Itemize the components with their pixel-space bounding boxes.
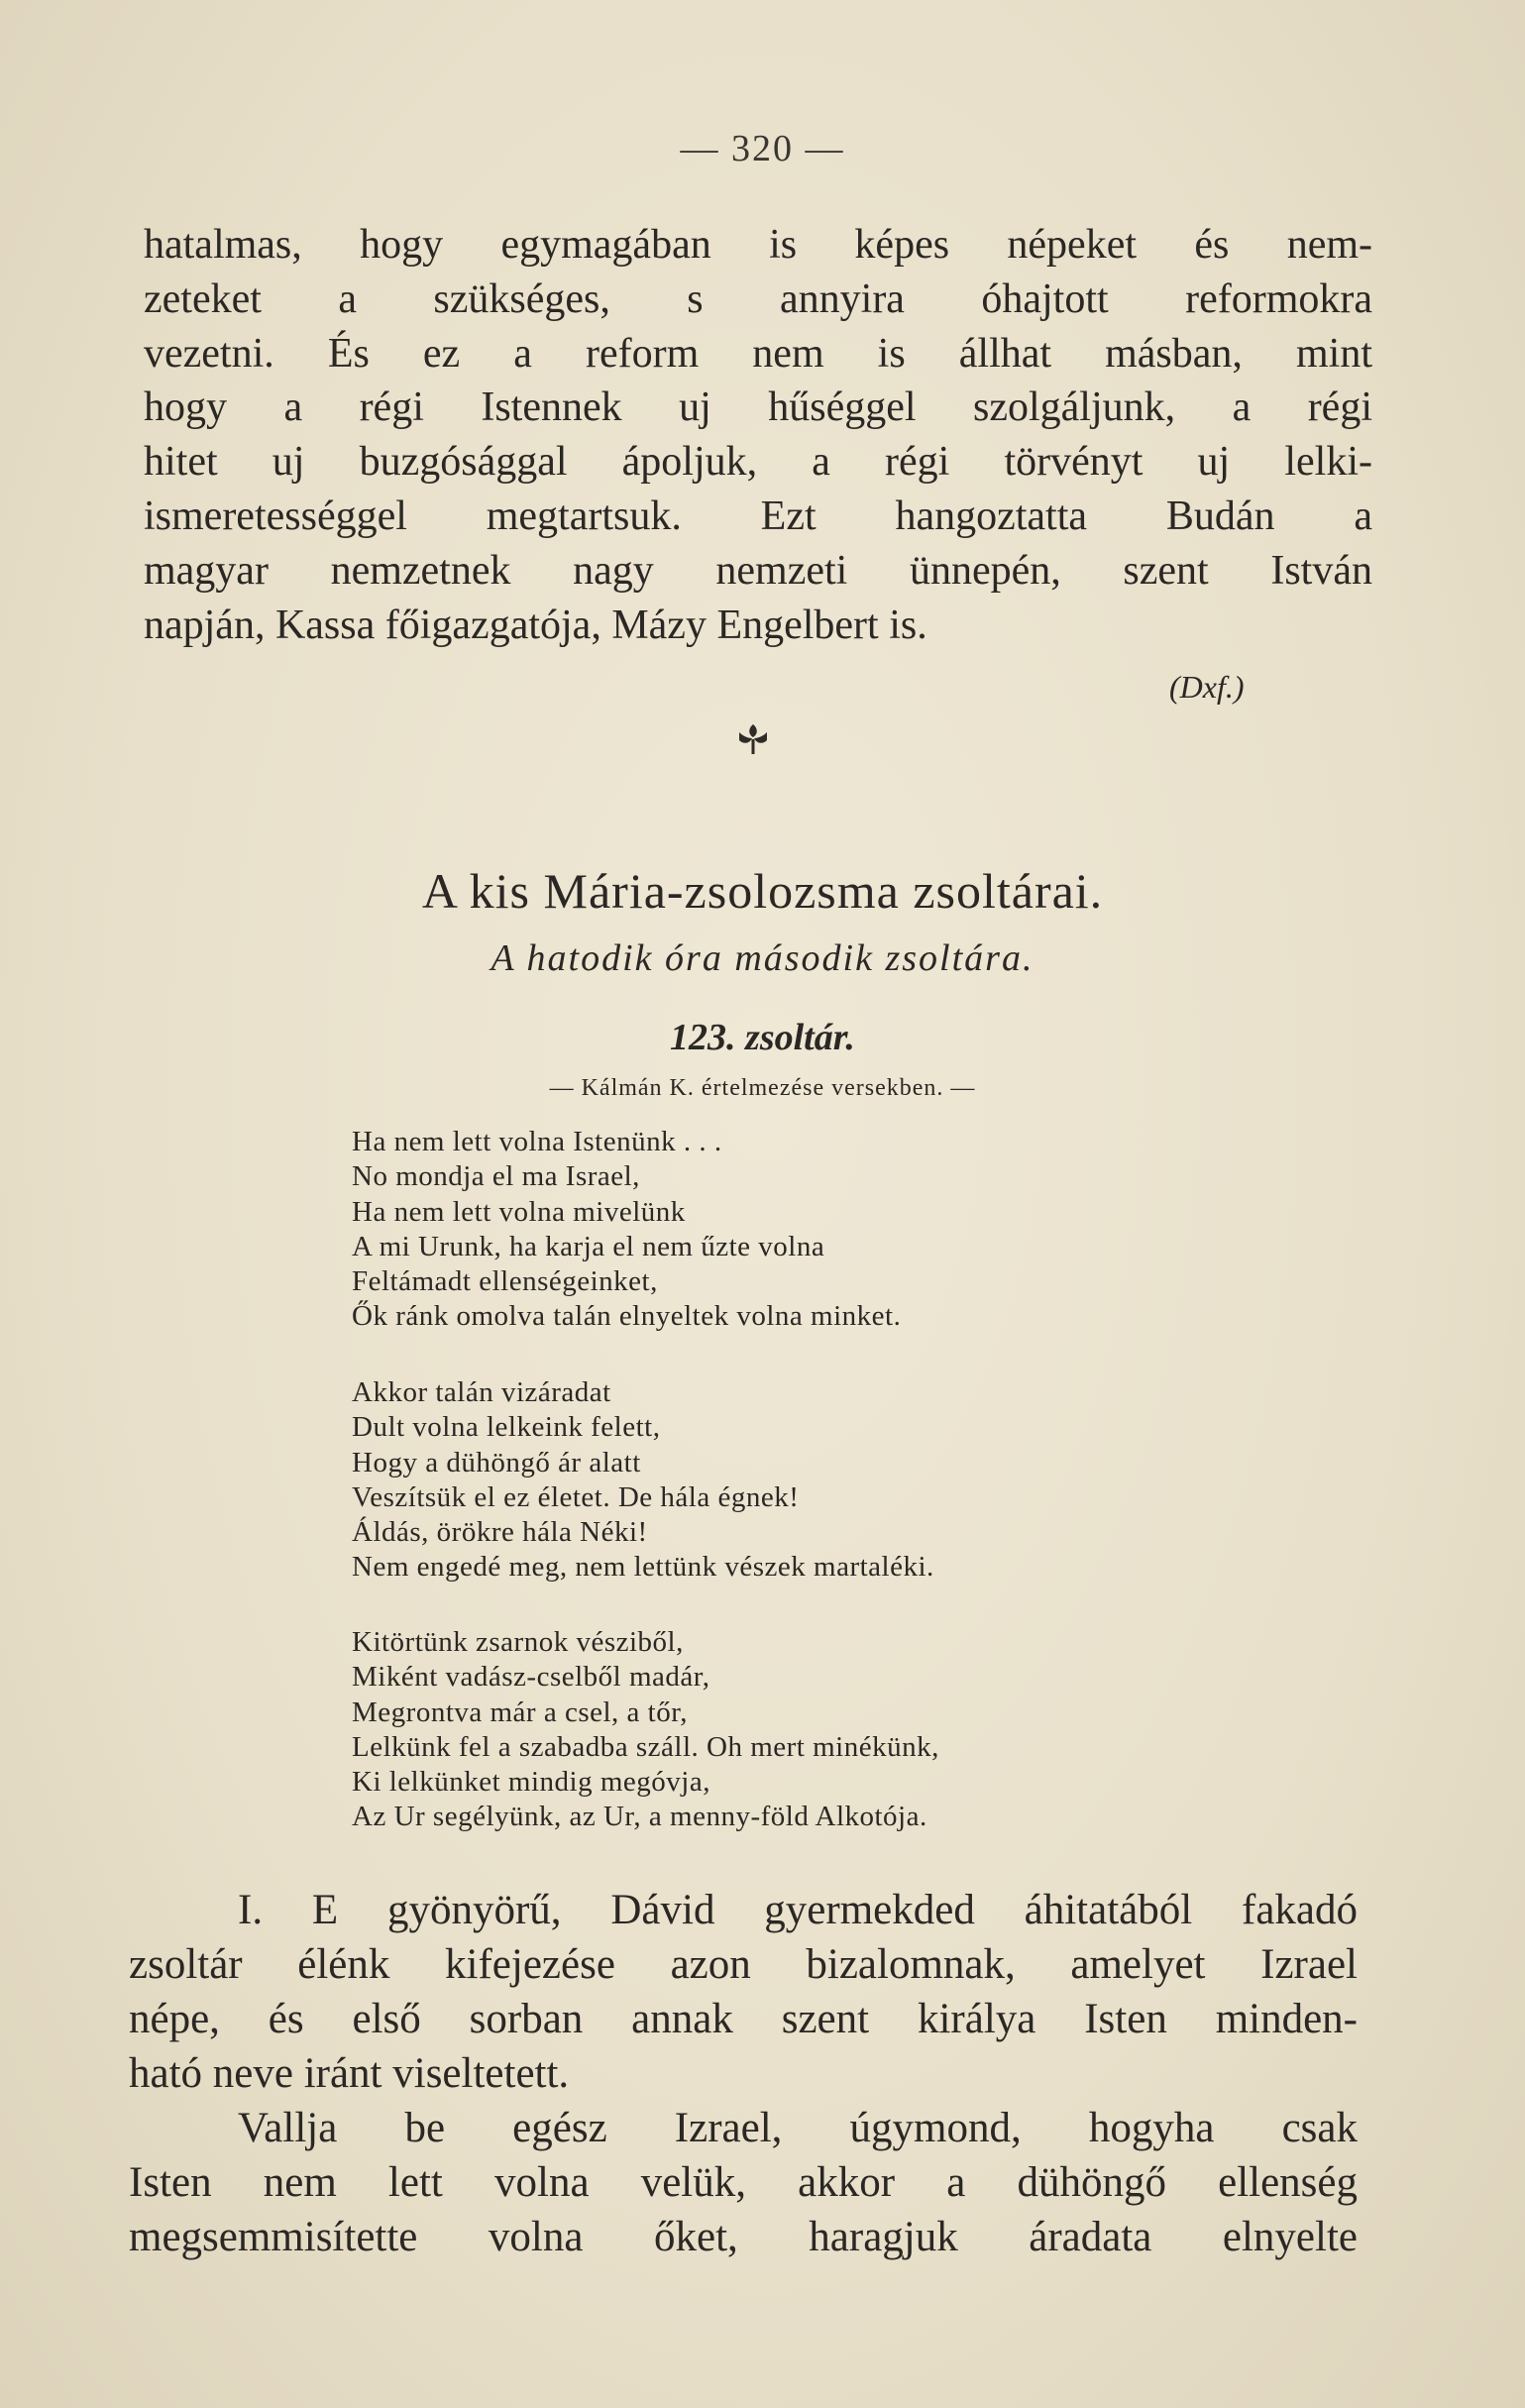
psalm-number: 123. zsoltár.	[670, 1017, 855, 1058]
text-line: hatalmas, hogy egymagában is képes népeket és nem-	[144, 222, 1372, 268]
stanza-2	[352, 1375, 1244, 1586]
verse-line: Veszítsük el ez életet. De hála égnek!	[352, 1480, 800, 1513]
page-number: — 320 —	[680, 128, 845, 169]
intro-paragraph	[144, 218, 1372, 652]
verse-line: Ha nem lett volna Istenünk . . .	[352, 1126, 722, 1157]
text-line: hogy a régi Istennek uj hűséggel szolgáljunk, a régi	[144, 384, 1372, 431]
text-line: magyar nemzetnek nagy nemzeti ünnepén, szent István	[144, 547, 1372, 594]
text-line: megsemmisítette volna őket, haragjuk áradata elnyelte	[129, 2214, 1358, 2260]
verse-line: Feltámadt ellenségeinket,	[352, 1265, 658, 1298]
verse-line: Akkor talán vizáradat	[352, 1376, 611, 1408]
verse-line: Ki lelkünket mindig megóvja,	[352, 1766, 710, 1799]
text-line: zeteket a szükséges, s annyira óhajtott reformokra	[144, 275, 1372, 322]
verse-line: Dult volna lelkeink felett,	[352, 1411, 661, 1444]
verse-line: Ha nem lett volna mivelünk	[352, 1195, 686, 1228]
verse-line: Áldás, örökre hála Néki!	[352, 1516, 648, 1549]
text-line: napján, Kassa főigazgatója, Mázy Engelbert is.	[144, 602, 927, 648]
verse-line: Miként vadász-cselből madár,	[352, 1661, 710, 1694]
floral-ornament-icon	[733, 718, 773, 758]
verse-line: Az Ur segélyünk, az Ur, a menny-föld Alkotója.	[352, 1801, 927, 1833]
text-line: ható neve iránt viseltetett.	[129, 2050, 570, 2097]
text-line: népe, és első sorban annak szent királya Isten minden-	[129, 1996, 1358, 2042]
translator-line: — Kálmán K. értelmezése versekben. —	[549, 1075, 976, 1101]
verse-line: Lelkünk fel a szabadba száll. Oh mert minékünk,	[352, 1730, 939, 1763]
section-title: A kis Mária-zsolozsma zsoltárai.	[421, 863, 1104, 919]
author-signature: (Dxf.)	[1169, 669, 1245, 705]
verse-line: Nem engedé meg, nem lettünk vészek martaléki.	[352, 1551, 934, 1584]
commentary-paragraph	[129, 1883, 1358, 2264]
verse-line: Megrontva már a csel, a tőr,	[352, 1696, 688, 1728]
text-line: hitet uj buzgósággal ápoljuk, a régi törvényt uj lelki-	[144, 439, 1372, 486]
verse-line: No mondja el ma Israel,	[352, 1160, 640, 1193]
stanza-3	[352, 1625, 1244, 1835]
text-line: zsoltár élénk kifejezése azon bizalomnak, amelyet Izrael	[129, 1941, 1358, 1988]
verse-line: Kitörtünk zsarnok vésziből,	[352, 1626, 684, 1658]
stanza-1	[352, 1125, 1244, 1335]
text-line: Isten nem lett volna velük, akkor a dühöngő ellenség	[129, 2159, 1358, 2206]
text-line: ismeretességgel megtartsuk. Ezt hangoztatta Budán a	[144, 493, 1372, 539]
verse-line: Ők ránk omolva talán elnyeltek volna minket.	[352, 1300, 902, 1333]
text-line: vezetni. És ez a reform nem is állhat másban, mint	[144, 330, 1372, 377]
text-line: I. E gyönyörű, Dávid gyermekded áhitatából fakadó	[238, 1887, 1358, 1933]
section-subtitle: A hatodik óra második zsoltára.	[490, 937, 1035, 979]
text-line: Vallja be egész Izrael, úgymond, hogyha csak	[238, 2105, 1358, 2151]
verse-line: A mi Urunk, ha karja el nem űzte volna	[352, 1230, 825, 1262]
verse-line: Hogy a dühöngő ár alatt	[352, 1446, 641, 1478]
